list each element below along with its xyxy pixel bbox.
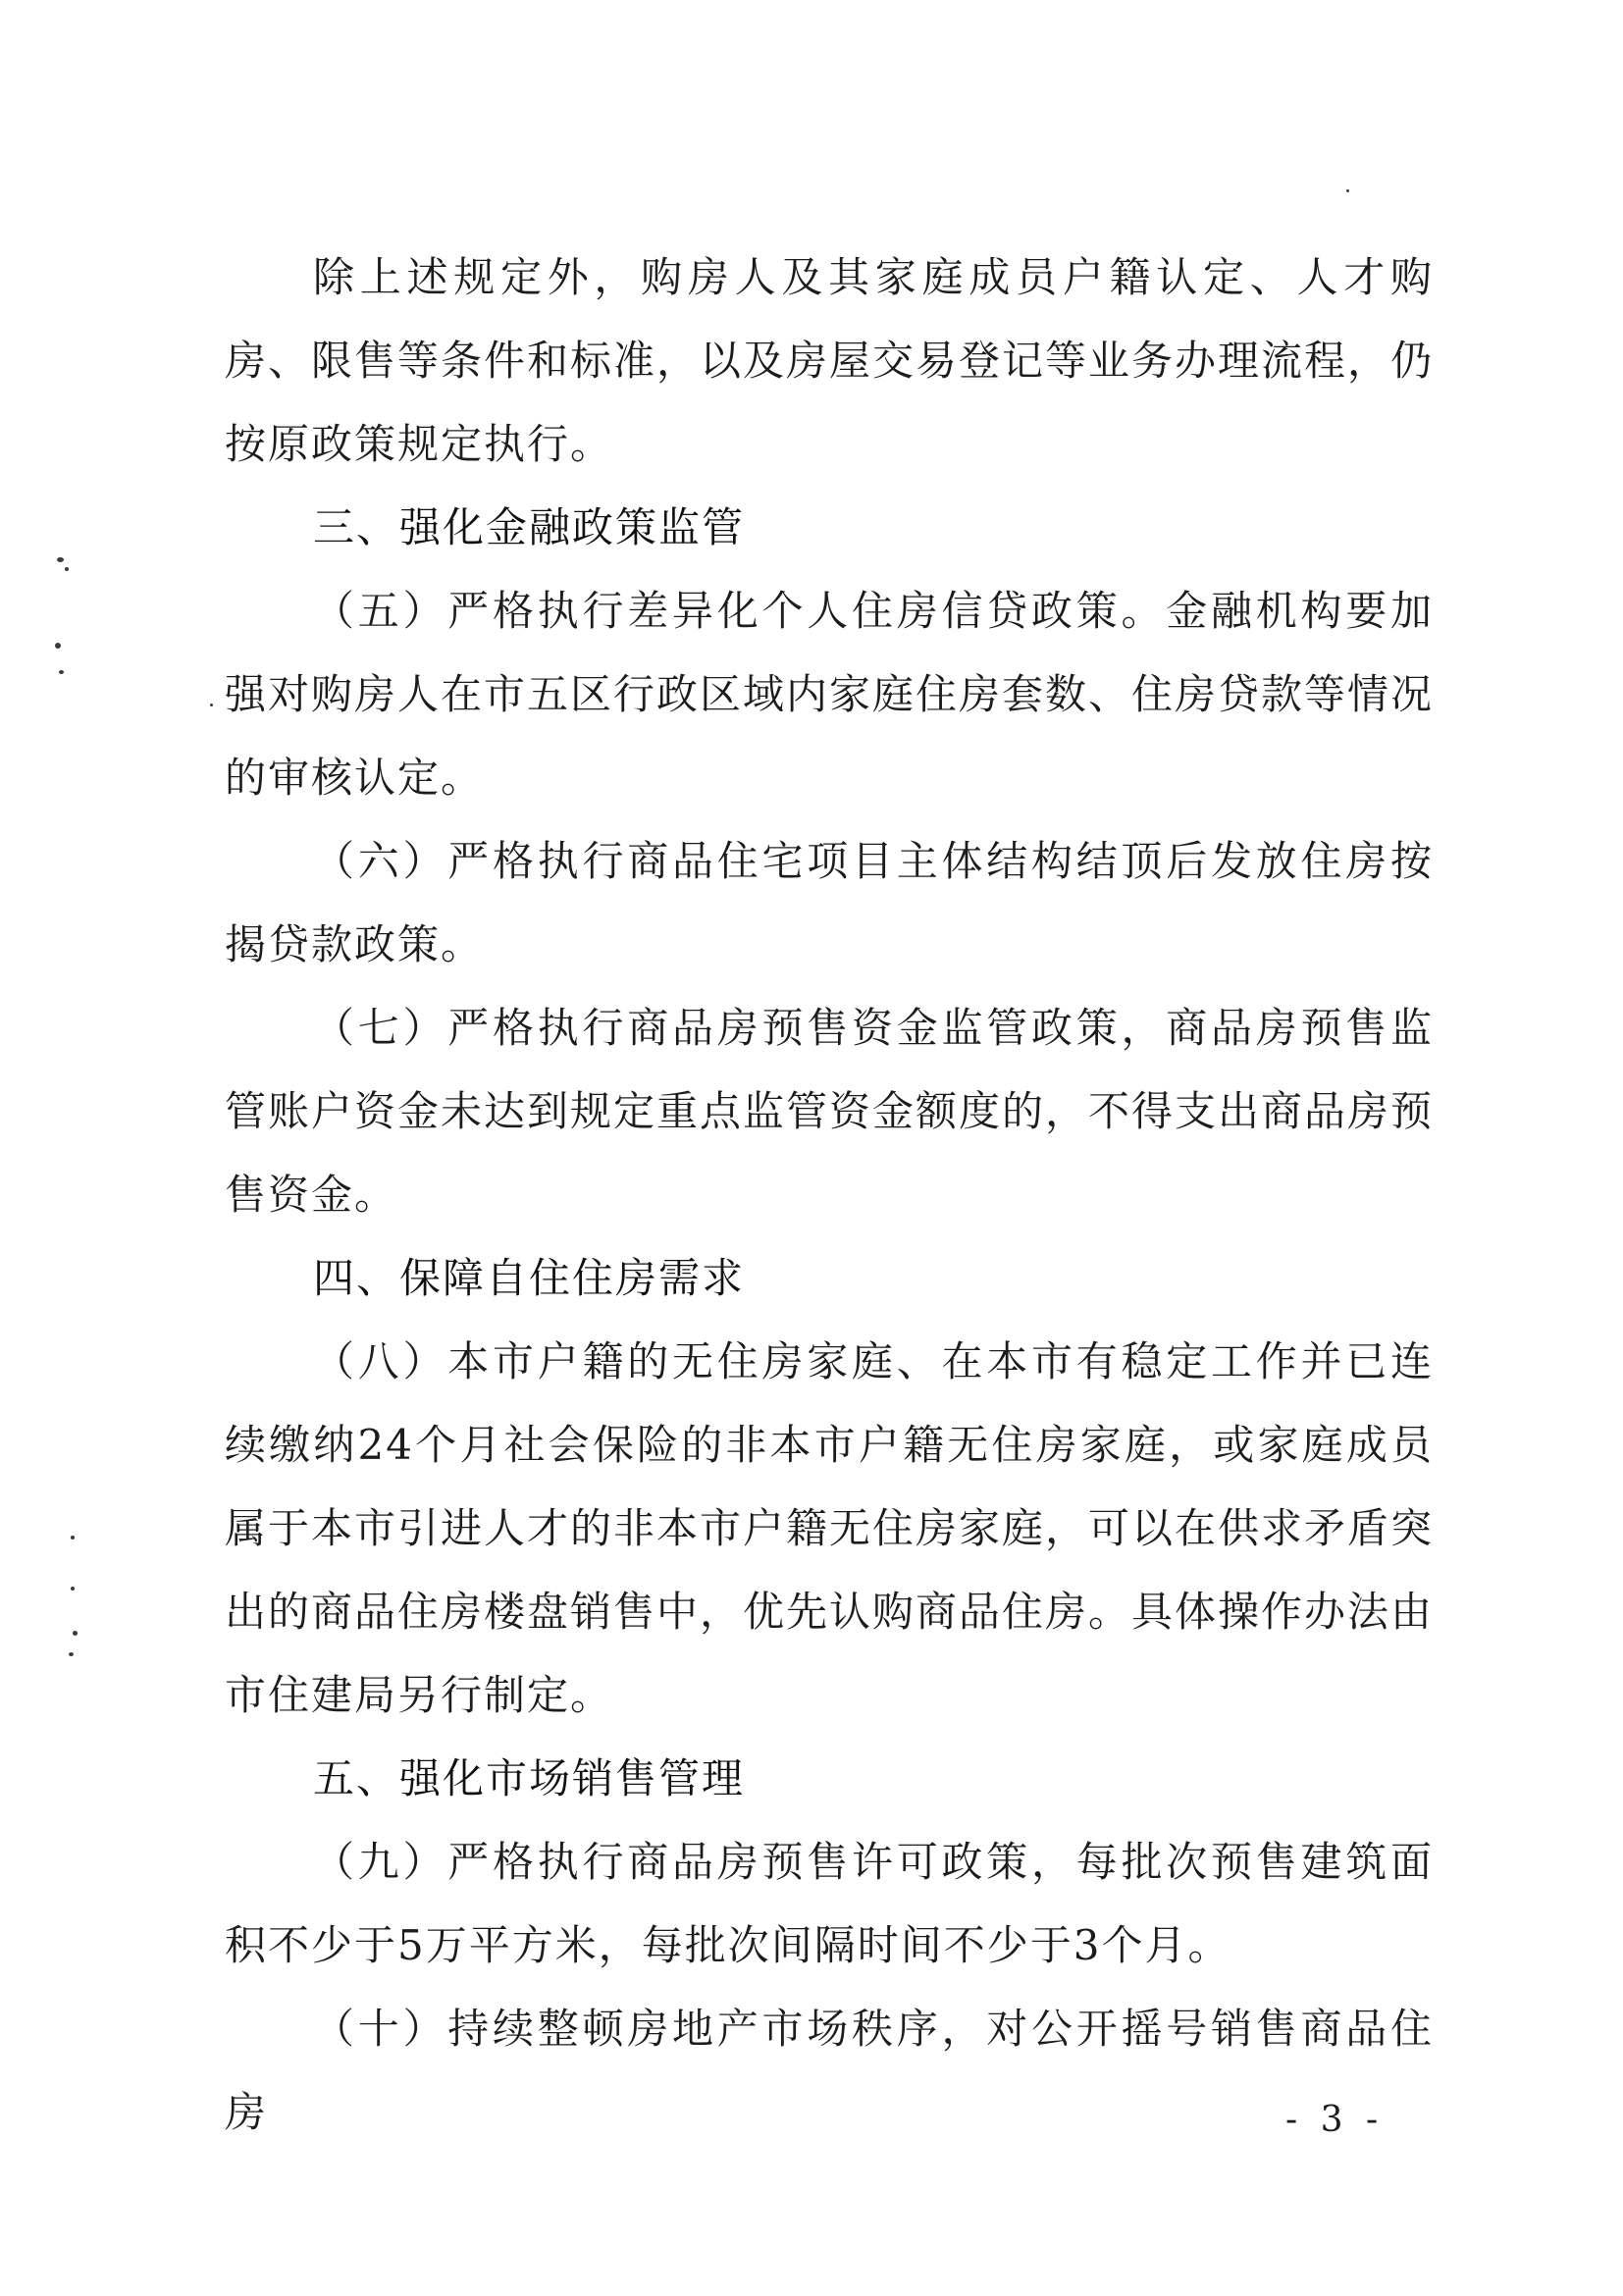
heading-housing-demand: 四、保障自住住房需求 <box>313 1254 746 1302</box>
page-number: - 3 - <box>1285 2100 1385 2140</box>
paragraph-item-5: （五）严格执行差异化个人住房信贷政策。金融机构要加强对购房人在市五区行政区域内家庭住房套数、住房贷款等情况的审核认定。 <box>225 587 1435 802</box>
paragraph-item-6: （六）严格执行商品住宅项目主体结构结顶后发放住房按揭贷款政策。 <box>225 837 1434 968</box>
scan-speck <box>73 1631 78 1636</box>
scan-speck <box>59 670 64 674</box>
heading-financial-policy: 三、强化金融政策监管 <box>313 503 746 551</box>
scan-speck <box>57 557 64 562</box>
scan-speck <box>65 567 69 571</box>
scan-speck <box>55 643 61 649</box>
paragraph-purchase-conditions: 除上述规定外，购房人及其家庭成员户籍认定、人才购房、限售等条件和标准，以及房屋交易登记等业务办理流程，仍按原政策规定执行。 <box>225 253 1435 468</box>
paragraph-item-8: （八）本市户籍的无住房家庭、在本市有稳定工作并已连续缴纳24个月社会保险的非本市户籍无住房家庭，或家庭成员属于本市引进人才的非本市户籍无住房家庭，可以在供求矛盾突出的商品住房楼盘销售中，优先认购商品住房。具体操作办法由市住建局另行制定。 <box>225 1337 1435 1719</box>
paragraph-item-9: （九）严格执行商品房预售许可政策，每批次预售建筑面积不少于5万平方米，每批次间隔时间不少于3个月。 <box>225 1838 1434 1969</box>
document-body <box>225 235 1434 2154</box>
scan-speck <box>1346 189 1349 192</box>
scan-speck <box>210 704 213 706</box>
scan-speck <box>71 1587 75 1591</box>
heading-sales-management: 五、强化市场销售管理 <box>313 1754 746 1802</box>
paragraph-item-7: （七）严格执行商品房预售资金监管政策，商品房预售监管账户资金未达到规定重点监管资金额度的，不得支出商品房预售资金。 <box>225 1004 1435 1219</box>
scan-speck <box>71 1536 75 1539</box>
paragraph-item-10: （十）持续整顿房地产市场秩序，对公开摇号销售商品住房 <box>225 2005 1434 2136</box>
scan-speck <box>69 1652 74 1656</box>
